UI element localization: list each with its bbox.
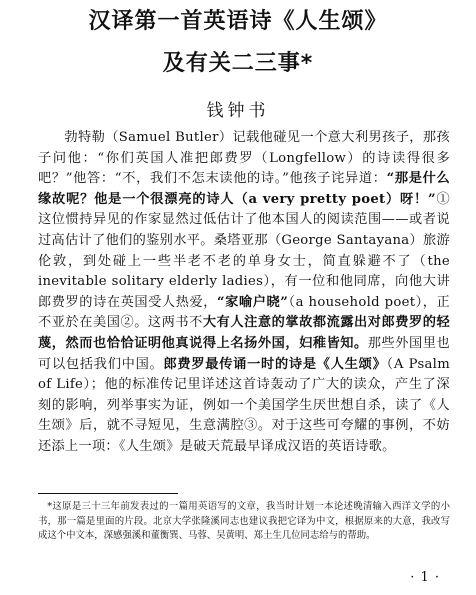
body-emphasis: 郎费罗最传诵一时的诗是《人生颂》 <box>163 356 387 372</box>
footnote-divider <box>38 493 178 494</box>
body-text-segment: ①这位惯持异见的作家显然过低估计了他本国人的阅读范围——或者说过高估计了他们的鉴别水平。桑塔亚那（George Santayana）旅游伦敦，到处碰上一些半老不老的单身女士，简直躲避不了（the inevitable solitary elderly ladies），有一位和他同席，向他大讲郎费罗的诗在英国受人热爱， <box>38 191 450 310</box>
body-paragraph <box>38 128 450 458</box>
article-title: 汉译第一首英语诗《人生颂》 <box>88 9 388 34</box>
body-emphasis: 大有人注意的掌故都流露出对郎费罗的轻蔑，然而也恰恰证明他真说得上名扬外国，妇稚皆知。 <box>38 315 450 351</box>
body-text-segment: 勃特勒（Samuel Butler）记载他碰见一个意大利男孩子，那孩子问他：“你们英国人准把郎费罗（Longfellow）的诗读得很多吧？”他答：“不，我们不怎末读他的诗。”他孩子诧异道： <box>38 130 450 187</box>
article-subtitle: 及有关二三事* <box>162 51 314 76</box>
body-text-segment: （a household poet），正不亚於在美国②。这两书不 <box>38 294 451 331</box>
author-name: 钱钟书 <box>206 101 270 121</box>
body-text-segment: 那些外国里也可以包括我们中国。 <box>38 335 450 372</box>
page-number: · 1 · <box>410 570 440 585</box>
body-text-segment: （A Psalm of Life）；他的标准传记里详述这首诗轰动了广大的读众，产生了深刻的影响，列举事实为证，例如一个美国学生厌世想自杀，读了《人生颂》后，就不寻短见，生意满腔③。对于这些可夸耀的事例，不妨还添上一项：《人生颂》是破天荒最早译成汉语的英语诗歌。 <box>38 356 450 454</box>
body-emphasis: “那是什么缘故呢？他是一个很漂亮的诗人（a very pretty poet）呀！” <box>38 171 450 207</box>
footnote: *这原是三十三年前发表过的一篇用英语写的文章，我当时计划一本论述晚清输入西洋文学的小书，那一篇是里面的片段。北京大学张隆溪同志也建议我把它译为中文，根据原来的大意，我改写成这个中文本，深感强溪和董衡巽、马蓉、吴黄明、郑土生几位同志给与的帮助。 <box>38 501 450 542</box>
body-emphasis: “家喻户晓” <box>217 294 289 310</box>
